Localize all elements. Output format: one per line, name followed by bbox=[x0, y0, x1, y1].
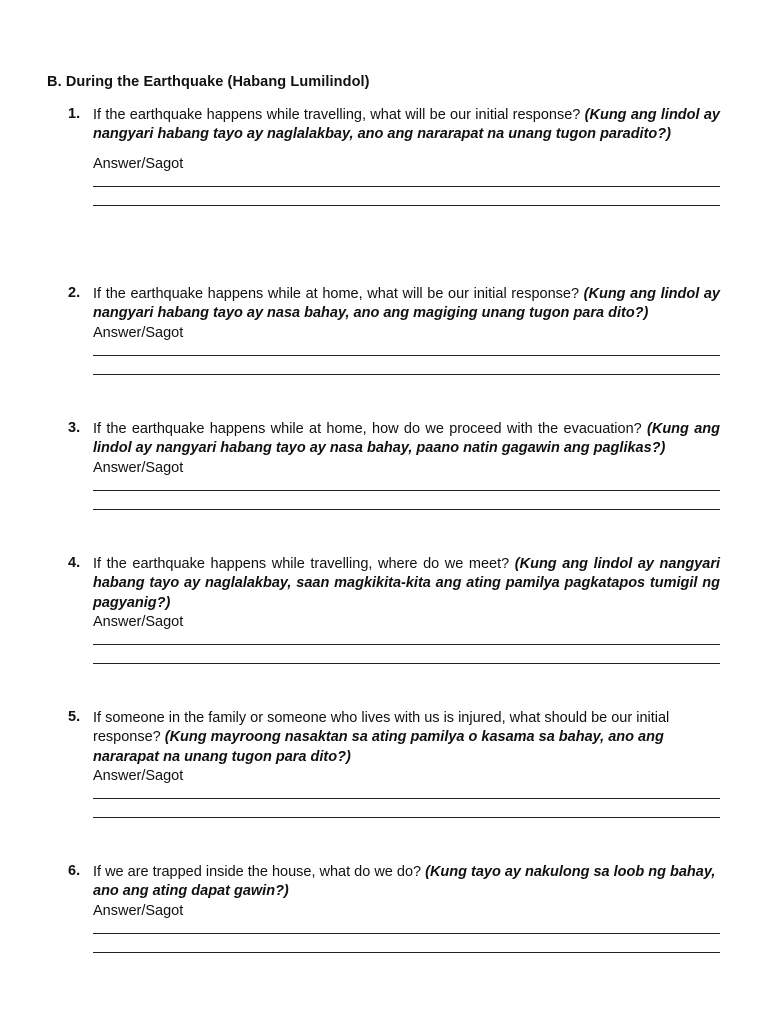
answer-lines bbox=[93, 355, 720, 375]
answer-label: Answer/Sagot bbox=[93, 613, 184, 630]
question-english: If the earthquake happens while at home, what will be our initial response? bbox=[93, 286, 580, 302]
question-4 bbox=[68, 555, 720, 682]
question-text bbox=[93, 285, 720, 324]
question-number: 3. bbox=[68, 420, 81, 436]
answer-lines bbox=[93, 186, 720, 206]
question-english: If someone in the family or someone who lives with us is injured, what should be our initial response? bbox=[93, 710, 670, 746]
answer-label: Answer/Sagot bbox=[93, 767, 184, 784]
question-number: 4. bbox=[68, 555, 81, 571]
question-text bbox=[93, 106, 720, 145]
answer-line[interactable] bbox=[93, 952, 720, 953]
question-tagalog: (Kung ang lindol ay nangyari habang tayo ay naglalakbay, saan magkikita-kita ang ating pamilya pagkatapos tumigil ng pagyanig?) bbox=[93, 556, 720, 611]
answer-lines bbox=[93, 644, 720, 664]
question-english: If the earthquake happens while at home, how do we proceed with the evacuation? bbox=[93, 421, 642, 437]
question-text bbox=[93, 420, 720, 459]
answer-line[interactable] bbox=[93, 817, 720, 818]
section-title: B. During the Earthquake (Habang Lumilindol) bbox=[47, 74, 370, 90]
question-3 bbox=[68, 420, 720, 528]
answer-label: Answer/Sagot bbox=[93, 155, 184, 172]
answer-line[interactable] bbox=[93, 205, 720, 206]
question-number: 5. bbox=[68, 709, 81, 725]
question-english: If we are trapped inside the house, what do we do? bbox=[93, 864, 422, 880]
question-number: 2. bbox=[68, 285, 81, 301]
question-english: If the earthquake happens while travelling, where do we meet? bbox=[93, 556, 510, 572]
answer-line[interactable] bbox=[93, 798, 720, 799]
question-1 bbox=[68, 106, 720, 224]
question-5 bbox=[68, 709, 720, 836]
question-number: 6. bbox=[68, 863, 81, 879]
answer-line[interactable] bbox=[93, 663, 720, 664]
answer-line[interactable] bbox=[93, 186, 720, 187]
question-tagalog: (Kung ang lindol ay nangyari habang tayo ay nasa bahay, paano natin gagawin ang paglikas?) bbox=[93, 421, 720, 457]
answer-line[interactable] bbox=[93, 933, 720, 934]
answer-lines bbox=[93, 933, 720, 953]
answer-lines bbox=[93, 490, 720, 510]
answer-label: Answer/Sagot bbox=[93, 902, 184, 919]
question-english: If the earthquake happens while travelling, what will be our initial response? bbox=[93, 107, 581, 123]
question-text bbox=[93, 555, 720, 613]
answer-lines bbox=[93, 798, 720, 818]
answer-line[interactable] bbox=[93, 490, 720, 491]
question-number: 1. bbox=[68, 106, 81, 122]
question-text bbox=[93, 863, 720, 902]
question-2 bbox=[68, 285, 720, 393]
answer-label: Answer/Sagot bbox=[93, 459, 184, 476]
answer-line[interactable] bbox=[93, 374, 720, 375]
question-tagalog: (Kung ang lindol ay nangyari habang tayo ay nasa bahay, ano ang magiging unang tugon para dito?) bbox=[93, 286, 721, 322]
question-tagalog: (Kung tayo ay nakulong sa loob ng bahay, ano ang ating dapat gawin?) bbox=[93, 864, 716, 900]
answer-line[interactable] bbox=[93, 644, 720, 645]
answer-line[interactable] bbox=[93, 509, 720, 510]
answer-line[interactable] bbox=[93, 355, 720, 356]
question-text bbox=[93, 709, 720, 767]
question-tagalog: (Kung ang lindol ay nangyari habang tayo ay naglalakbay, ano ang nararapat na unang tugon paradito?) bbox=[93, 107, 720, 143]
question-6 bbox=[68, 863, 720, 971]
question-tagalog: (Kung mayroong nasaktan sa ating pamilya o kasama sa bahay, ano ang nararapat na unang tugon para dito?) bbox=[93, 729, 664, 765]
answer-label: Answer/Sagot bbox=[93, 324, 184, 341]
